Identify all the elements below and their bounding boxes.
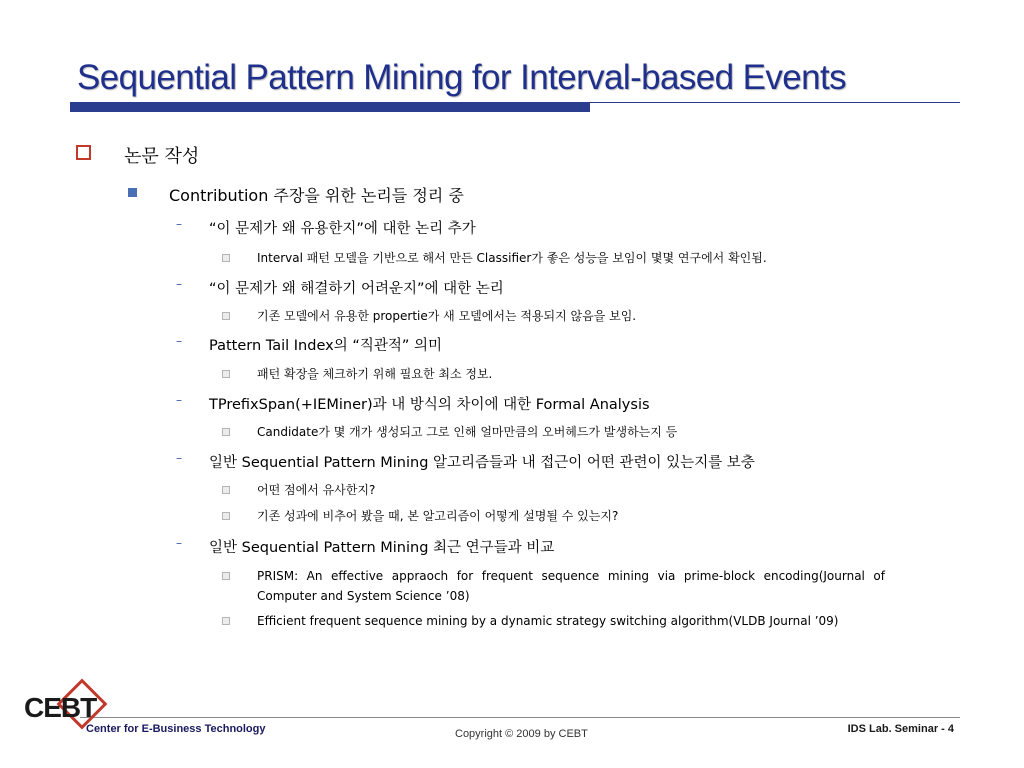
small-square-bullet-icon — [222, 428, 230, 436]
sub-item-text: 기존 성과에 비추어 봤을 때, 본 알고리즘이 어떻게 설명될 수 있는지? — [257, 509, 619, 523]
title-underline-bar — [70, 102, 590, 112]
small-square-bullet-icon — [222, 512, 230, 520]
list-item-label: Pattern Tail Index의 “직관적” 의미 — [209, 338, 442, 354]
dash-bullet-icon: – — [176, 217, 182, 231]
list-item — [176, 393, 650, 414]
title-underline-line — [590, 102, 960, 103]
sub-item-text: 패턴 확장을 체크하기 위해 필요한 최소 정보. — [257, 367, 493, 381]
list-item — [176, 536, 554, 557]
list-item-label: TPrefixSpan(+IEMiner)과 내 방식의 차이에 대한 Formal Analysis — [209, 397, 650, 413]
dash-bullet-icon: – — [176, 277, 182, 291]
bullet-l2 — [128, 183, 464, 206]
list-item — [176, 451, 755, 472]
sub-item — [222, 248, 767, 268]
dash-bullet-icon: – — [176, 334, 182, 348]
sub-item — [222, 566, 885, 606]
sub-item — [222, 306, 636, 326]
footer-organization: Center for E-Business Technology — [86, 723, 266, 735]
bullet-l2-text: Contribution 주장을 위한 논리들 정리 중 — [169, 186, 464, 205]
sub-item-text: PRISM: An effective appraoch for frequent sequence mining via prime-block encoding(Journal of Computer and System Science ’08) — [257, 569, 885, 603]
slide-title: Sequential Pattern Mining for Interval-based Events — [77, 58, 847, 97]
list-item — [176, 334, 442, 355]
dash-bullet-icon: – — [176, 451, 182, 465]
list-item-label: 일반 Sequential Pattern Mining 알고리즘들과 내 접근이 어떤 관련이 있는지를 보충 — [209, 455, 755, 471]
bullet-l1-text: 논문 작성 — [124, 146, 200, 167]
sub-item-text: 어떤 점에서 유사한지? — [257, 483, 376, 497]
list-item — [176, 277, 504, 298]
sub-item-text: Efficient frequent sequence mining by a dynamic strategy switching algorithm(VLDB Journal ’09) — [257, 614, 839, 628]
sub-item — [222, 611, 839, 631]
small-square-bullet-icon — [222, 254, 230, 262]
sub-item-text: Candidate가 몇 개가 생성되고 그로 인해 얼마만큼의 오버헤드가 발생하는지 등 — [257, 425, 678, 439]
small-square-bullet-icon — [222, 617, 230, 625]
sub-item — [222, 364, 492, 384]
footer-copyright: Copyright © 2009 by CEBT — [455, 728, 588, 740]
sub-item — [222, 480, 375, 500]
dash-bullet-icon: – — [176, 393, 182, 407]
sub-item-text: Interval 패턴 모델을 기반으로 해서 만든 Classifier가 좋은 성능을 보임이 몇몇 연구에서 확인됨. — [257, 251, 767, 265]
list-item-label: “이 문제가 왜 해결하기 어려운지”에 대한 논리 — [209, 281, 504, 297]
bullet-l1 — [76, 142, 199, 168]
footer-slide-number: IDS Lab. Seminar - 4 — [847, 723, 954, 735]
list-item — [176, 217, 476, 238]
list-item-label: “이 문제가 왜 유용한지”에 대한 논리 추가 — [209, 221, 476, 237]
sub-item-text: 기존 모델에서 유용한 propertie가 새 모델에서는 적용되지 않음을 보임. — [257, 309, 637, 323]
filled-square-bullet-icon — [128, 188, 137, 197]
small-square-bullet-icon — [222, 370, 230, 378]
sub-item — [222, 506, 618, 526]
dash-bullet-icon: – — [176, 536, 182, 550]
sub-item — [222, 422, 677, 442]
small-square-bullet-icon — [222, 312, 230, 320]
footer-divider — [80, 717, 960, 718]
small-square-bullet-icon — [222, 486, 230, 494]
logo-text: CEBT — [24, 692, 97, 723]
hollow-square-bullet-icon — [76, 145, 91, 160]
small-square-bullet-icon — [222, 572, 230, 580]
list-item-label: 일반 Sequential Pattern Mining 최근 연구들과 비교 — [209, 540, 555, 556]
